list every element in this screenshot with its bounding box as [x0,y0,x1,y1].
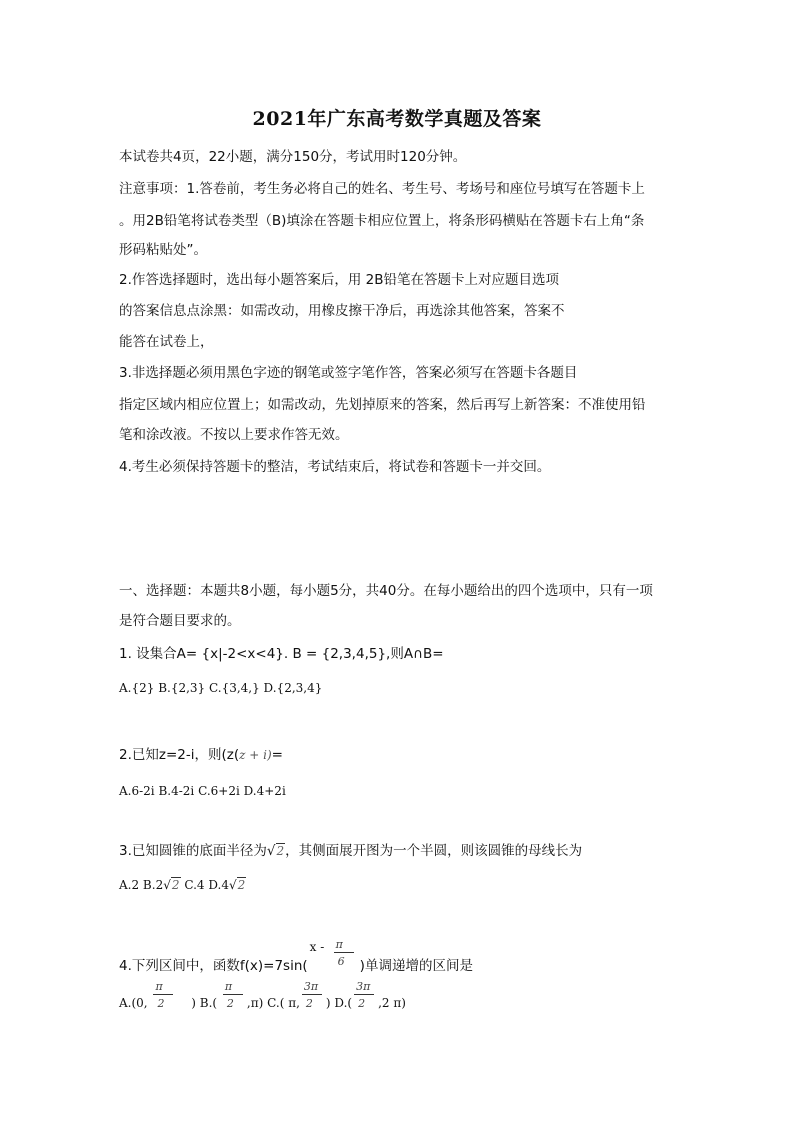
q2-expression: z + i) [239,748,272,762]
sqrt-symbol: √2 [266,843,285,859]
note-line: 4.考生必须保持答题卡的整洁，考试结束后，将试卷和答题卡一并交回。 [119,459,551,475]
section-heading: 是符合题目要求的。 [119,613,241,629]
fraction-3pi-over-2: $\frac{3\pi}{2}$ [300,994,326,1012]
intro-text: 本试卷共4页，22小题，满分150分，考试用时120分钟。 [119,149,467,165]
fraction-3pi-over-2: $\frac{3\pi}{2}$ [352,994,378,1012]
question-4-stem: 4.下列区间中，函数f(x)=7sin( x - π 6 )单调递增的区间是 [119,938,473,974]
question-1-options: A.{2} B.{2,3} C.{3,4,} D.{2,3,4} [119,681,323,695]
note-line: 注意事项：1.答卷前，考生务必将自己的姓名、考生号、考场号和座位号填写在答题卡上 [119,181,645,197]
fraction-pi-over-2: $\frac{\pi}{2}$ [151,994,177,1012]
question-4-options: A.(0, $\frac{\pi}{2}$ ) B.( $\frac{\pi}{2}$ ,π) C.( π, $\frac{3\pi}{2}$ ) D.( $\frac{3\pi}{2}$ ,2 π) [119,980,406,1010]
question-3-options: A.2 B.2√2 C.4 D.4√2 [119,878,246,892]
note-line: 笔和涂改液。不按以上要求作答无效。 [119,427,349,443]
question-1-stem: 1. 设集合A= {x|-2<x<4}. B = {2,3,4,5},则A∩B= [119,646,444,662]
note-line: 3.非选择题必须用黑色字迹的钢笔或签字笔作答，答案必须写在答题卡各题目 [119,365,578,381]
note-line: 指定区域内相应位置上；如需改动，先划掉原来的答案，然后再写上新答案：不准使用铅 [119,397,646,413]
question-2-options: A.6-2i B.4-2i C.6+2i D.4+2i [119,784,286,798]
note-line: 。用2B铅笔将试卷类型（B)填涂在答题卡相应位置上，将条形码横贴在答题卡右上角“条 [119,213,645,229]
note-line: 的答案信息点涂黑：如需改动，用橡皮擦干净后，再选涂其他答案，答案不 [119,303,565,319]
question-3-stem: 3.已知圆锥的底面半径为√2，其侧面展开图为一个半圆，则该圆锥的母线长为 [119,843,583,859]
note-line: 能答在试卷上， [119,334,214,350]
question-2-stem: 2.已知z=2-i，则(z(z + i)= [119,747,283,763]
section-heading: 一、选择题：本题共8小题，每小题5分，共40分。在每小题给出的四个选项中，只有一项 [119,583,653,599]
note-line: 2.作答选择题时，选出每小题答案后，用 2B铅笔在答题卡上对应题目选项 [119,272,560,288]
note-line: 形码粘贴处”。 [119,242,207,258]
fraction-pi-over-2: $\frac{\pi}{2}$ [221,994,247,1012]
page-title: 2021年广东高考数学真题及答案 [252,108,542,130]
